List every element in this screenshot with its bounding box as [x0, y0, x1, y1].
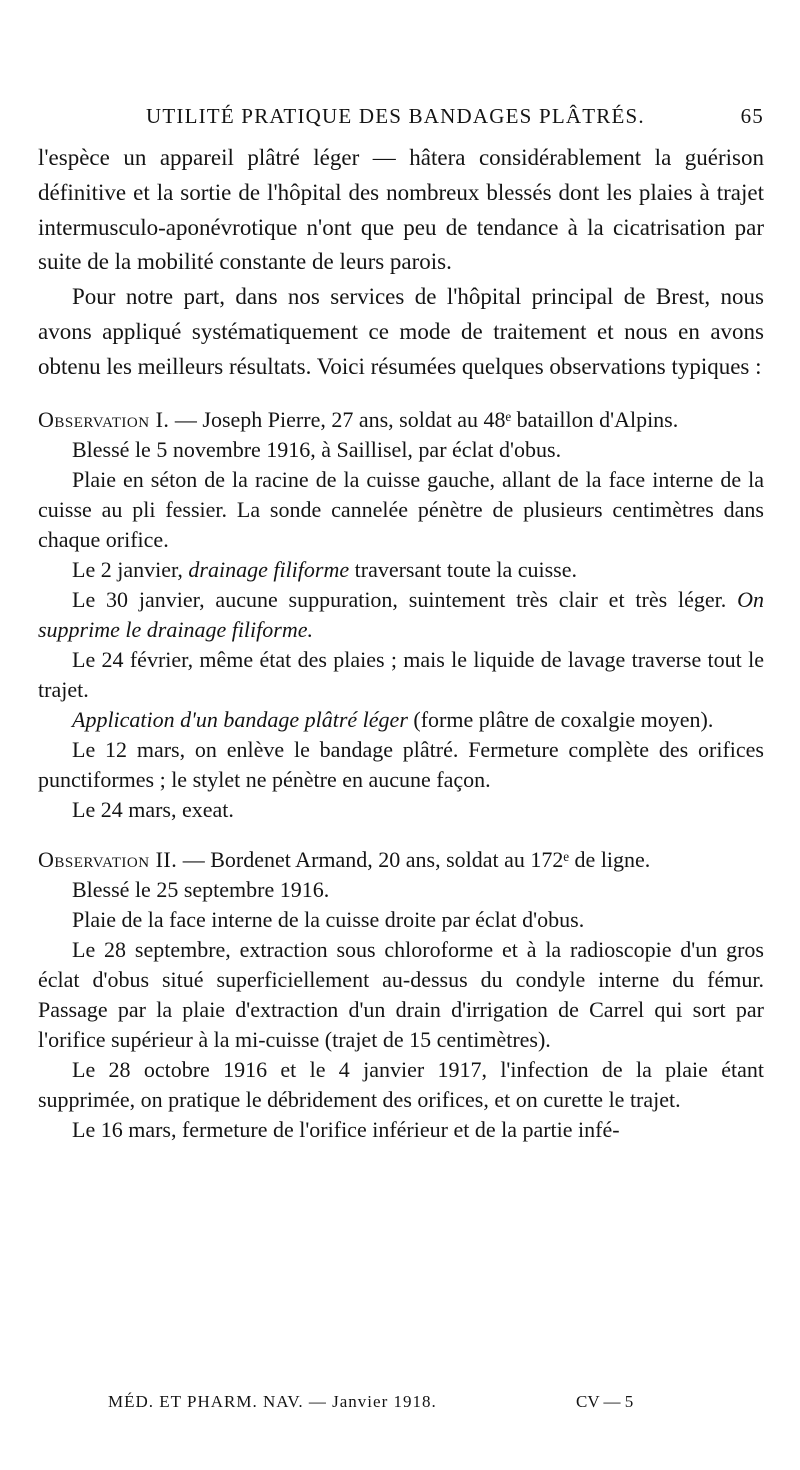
observation-2-line-4: Le 28 octobre 1916 et le 4 janvier 1917, l'infection de la plaie étant supprimée, on pratique le débridement des orifices, et on curette le trajet. [38, 1056, 764, 1112]
observation-1-line-8: Le 24 mars, exeat. [72, 796, 234, 822]
observation-2-line-2: Plaie de la face interne de la cuisse droite par éclat d'obus. [72, 906, 585, 932]
footer-signature: CV — 5 [576, 1392, 634, 1411]
observation-1-line-1: Blessé le 5 novembre 1916, à Saillisel, par éclat d'obus. [72, 436, 562, 462]
observation-2-label: Observation II. [38, 846, 178, 872]
observation-2-line-1: Blessé le 25 septembre 1916. [72, 876, 330, 902]
observation-1-line-6-b: (forme plâtre de coxalgie moyen). [407, 706, 714, 732]
observation-1-line-3 [38, 555, 764, 585]
page-number: 65 [740, 104, 764, 128]
page-body [38, 141, 764, 1145]
observation-1-line-2: Plaie en séton de la racine de la cuisse gauche, allant de la face interne de la cuisse au pli fessier. La sonde cannelée pénètre de plusieurs centimètres dans chaque orifice. [38, 466, 764, 552]
observation-2-line-5: Le 16 mars, fermeture de l'orifice inférieur et de la partie infé- [72, 1116, 620, 1142]
observation-1-line-4-a: Le 30 janvier, aucune suppuration, suintement très clair et très léger. [72, 586, 738, 612]
running-head [38, 100, 764, 134]
observation-1-line-5: Le 24 février, même état des plaies ; mais le liquide de lavage traverse tout le trajet. [38, 646, 764, 702]
intro-paragraph-2: Pour notre part, dans nos services de l'hôpital principal de Brest, nous avons appliqué systématiquement ce mode de traitement et nous en avons obtenu les meilleurs résultats. Voici résumées quelques observations typiques : [38, 284, 764, 379]
observation-2-heading [38, 845, 764, 875]
observation-1-line-4 [38, 585, 764, 645]
observation-1-line-7: Le 12 mars, on enlève le bandage plâtré. Fermeture complète des orifices punctiformes ; le stylet ne pénètre en aucune façon. [38, 736, 764, 792]
observation-1-label: Observation I. [38, 406, 170, 432]
observation-1-line-6-italic: Application d'un bandage plâtré léger [72, 706, 408, 732]
observation-1-line-3-italic: drainage filiforme [188, 556, 350, 582]
section-gap [38, 385, 764, 405]
section-gap [38, 825, 764, 845]
observation-1-heading-text: — Joseph Pierre, 27 ans, soldat au 48ᵉ bataillon d'Alpins. [169, 406, 679, 432]
observation-2-heading-text: — Bordenet Armand, 20 ans, soldat au 172ᵉ de ligne. [177, 846, 651, 872]
observation-1-line-3-b: traversant toute la cuisse. [349, 556, 577, 582]
observation-2-line-3: Le 28 septembre, extraction sous chloroforme et à la radioscopie d'un gros éclat d'obus situé superficiellement au-dessus du condyle interne du fémur. Passage par la plaie d'extraction d'un drain d'irrigation de Carrel qui sort par l'orifice supérieur à la mi-cuisse (trajet de 15 centimètres). [38, 936, 764, 1052]
observation-1-heading [38, 405, 764, 435]
observation-1-line-3-a: Le 2 janvier, [72, 556, 189, 582]
observation-1-line-6 [38, 705, 764, 735]
running-title: UTILITÉ PRATIQUE DES BANDAGES PLÂTRÉS. [146, 104, 645, 128]
intro-paragraph-1: l'espèce un appareil plâtré léger — hâtera considérablement la guérison définitive et la sortie de l'hôpital des nombreux blessés dont les plaies à trajet intermusculo-aponévrotique n'ont que peu de tendance à la cicatrisation par suite de la mobilité constante de leurs parois. [38, 145, 764, 275]
observation-1-line-4-italic: On supprime le drainage filiforme. [38, 586, 764, 642]
footer-journal: MÉD. ET PHARM. NAV. — Janvier 1918. [108, 1392, 437, 1411]
page-footer [38, 1390, 764, 1420]
